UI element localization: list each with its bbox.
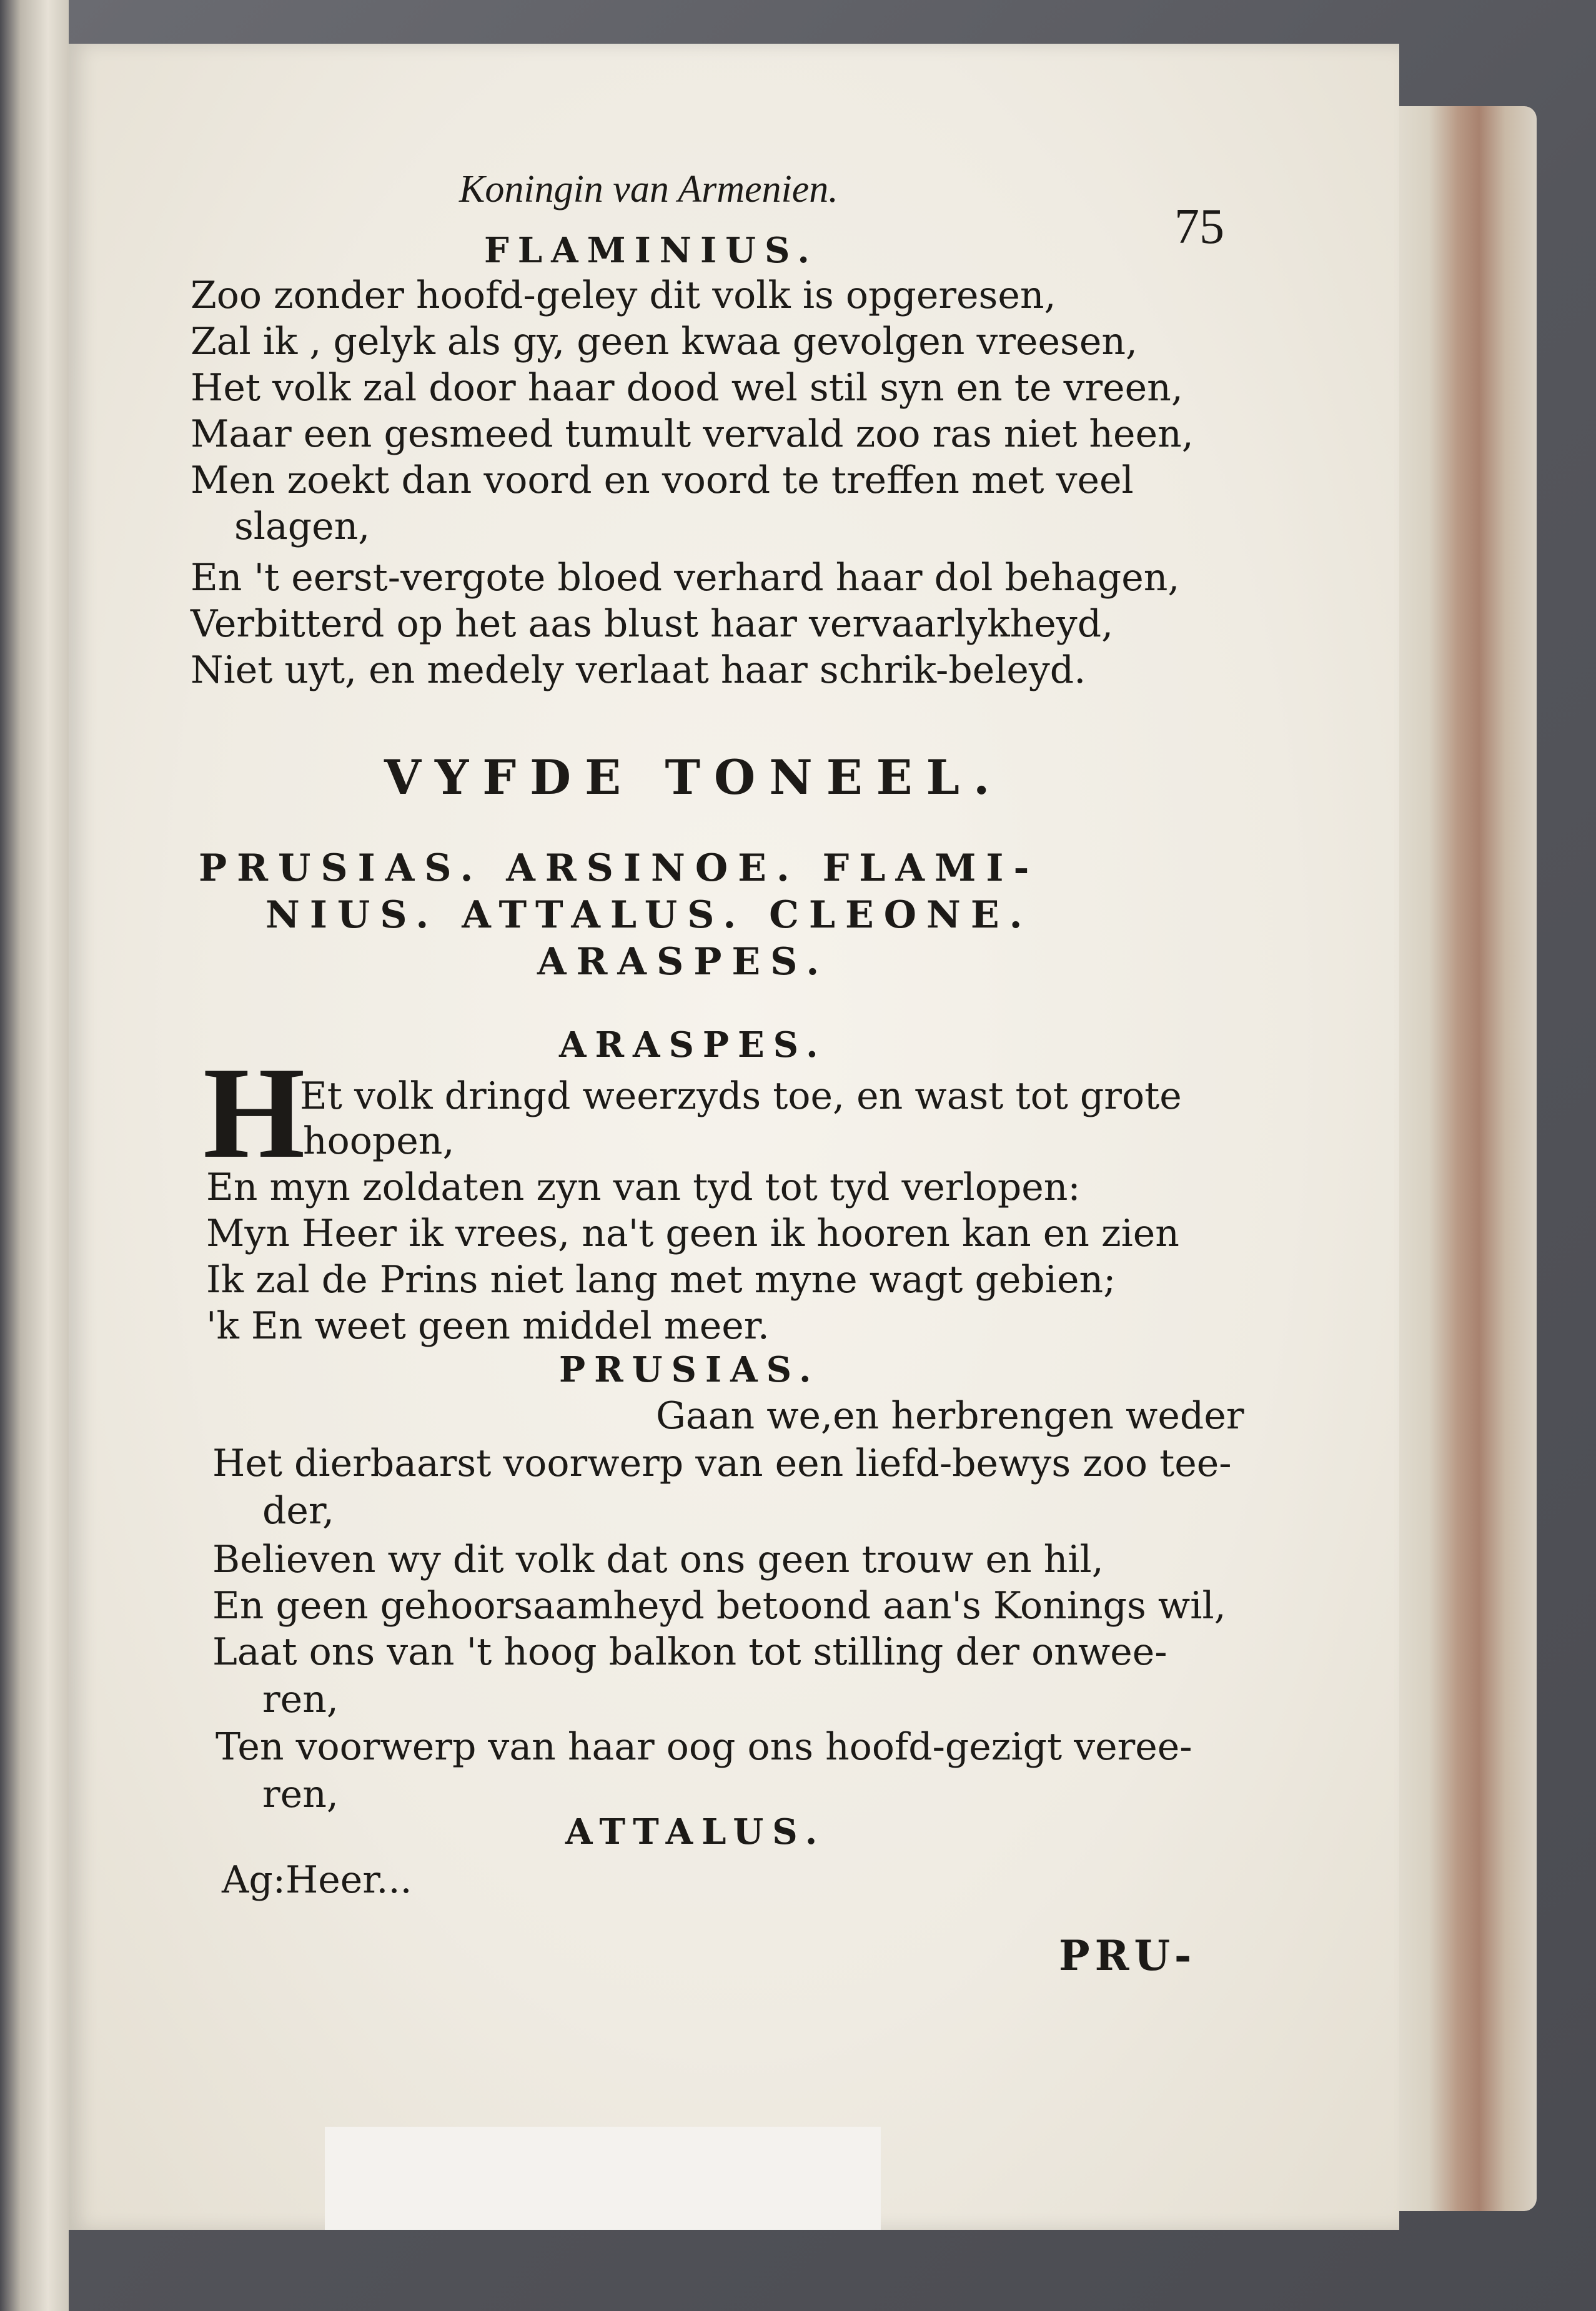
verse-line: Het dierbaarst voorwerp van een liefd-bewys zoo tee-	[212, 1442, 1232, 1485]
verse-line: Het volk zal door haar dood wel stil syn en te vreen,	[191, 366, 1183, 410]
verse-line: En myn zoldaten zyn van tyd tot tyd verlopen:	[206, 1165, 1081, 1209]
speaker-araspes: ARASPES.	[559, 1024, 827, 1066]
verse-line: Maar een gesmeed tumult vervald zoo ras niet heen,	[191, 412, 1194, 456]
verse-line: Ik zal de Prins niet lang met myne wagt gebien;	[206, 1258, 1116, 1302]
verse-line: Ag:Heer...	[222, 1858, 412, 1902]
verse-line: Niet uyt, en medely verlaat haar schrik-beleyd.	[191, 648, 1086, 692]
cast-line: ARASPES.	[537, 940, 830, 984]
drop-cap: H	[203, 1041, 305, 1185]
running-head: Koningin van Armenien.	[459, 168, 838, 210]
verse-line: ren,	[262, 1678, 339, 1721]
verse-line: 'k En weet geen middel meer.	[206, 1304, 770, 1348]
verse-line: Zoo zonder hoofd-geley dit volk is opgeresen,	[191, 274, 1056, 317]
catchword: PRU-	[1059, 1931, 1197, 1980]
speaker-attalus: ATTALUS.	[565, 1811, 826, 1853]
verse-line: hoopen,	[303, 1119, 455, 1163]
speaker-prusias: PRUSIAS.	[559, 1349, 820, 1390]
speaker-flaminius: FLAMINIUS.	[484, 230, 818, 271]
cast-line: PRUSIAS. ARSINOE. FLAMI-	[199, 846, 1039, 890]
cast-line: NIUS. ATTALUS. CLEONE.	[265, 893, 1033, 937]
verse-line: Ten voorwerp van haar oog ons hoofd-gezigt veree-	[216, 1725, 1192, 1769]
verse-line: Believen wy dit volk dat ons geen trouw en hil,	[212, 1538, 1104, 1581]
verse-line: En geen gehoorsaamheyd betoond aan's Konings wil,	[212, 1584, 1226, 1628]
page-number: 75	[1174, 199, 1224, 254]
verse-line: Men zoekt dan voord en voord te treffen met veel	[191, 458, 1134, 502]
verse-line: Myn Heer ik vrees, na't geen ik hooren kan en zien	[206, 1212, 1179, 1255]
verse-line: ren,	[262, 1773, 339, 1816]
verse-line: En 't eerst-vergote bloed verhard haar dol behagen,	[191, 556, 1180, 600]
verse-line: der,	[262, 1489, 335, 1533]
verse-line: Et volk dringd weerzyds toe, en wast tot grote	[300, 1074, 1182, 1118]
verse-line: slagen,	[234, 505, 370, 548]
scene-heading: VYFDE TONEEL.	[384, 750, 1004, 805]
verse-line: Zal ik , gelyk als gy, geen kwaa gevolgen vreesen,	[191, 320, 1138, 364]
redaction-box	[325, 2127, 881, 2230]
verse-line: Verbitterd op het aas blust haar vervaarlykheyd,	[191, 602, 1114, 646]
verse-line: Laat ons van 't hoog balkon tot stilling der onwee-	[212, 1630, 1167, 1674]
verse-line: Gaan we,en herbrengen weder	[656, 1394, 1244, 1438]
